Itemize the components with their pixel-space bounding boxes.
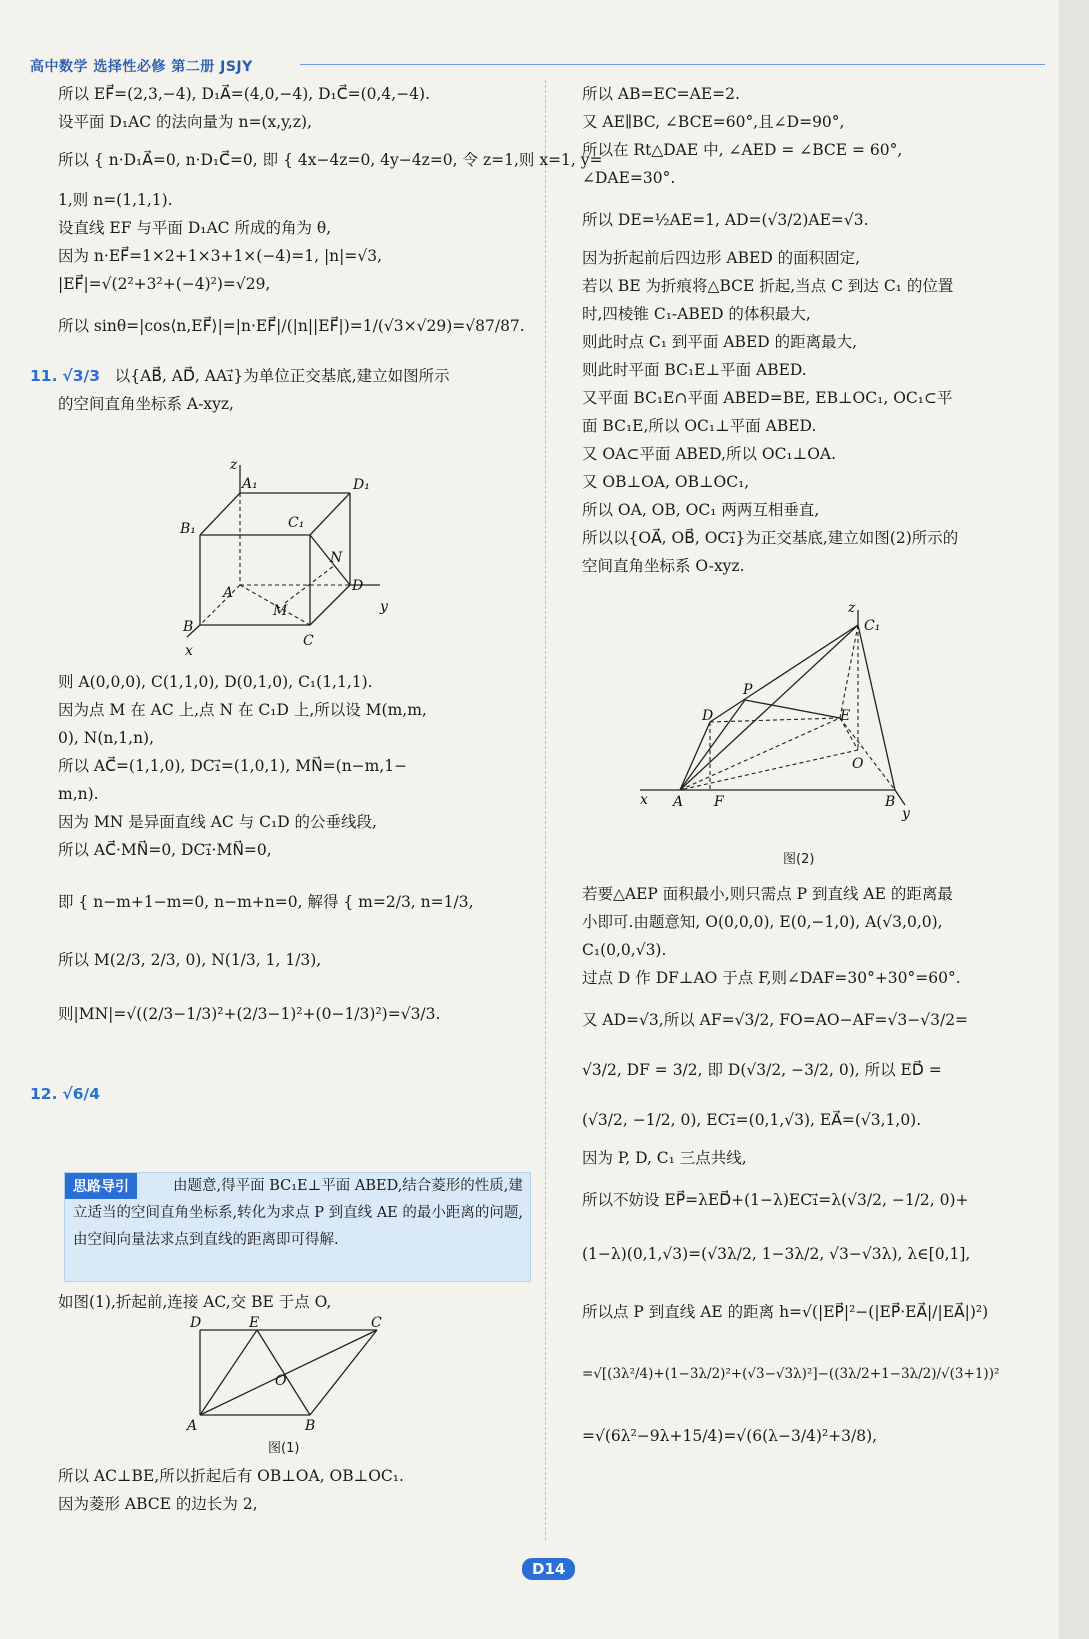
fig-label: C₁: [864, 618, 881, 634]
text-line: 所以 AC⃗=(1,1,0), DC₁⃗=(1,0,1), MN⃗=(n−m,1−: [58, 757, 408, 775]
text-line: 所以 EF⃗=(2,3,−4), D₁A⃗=(4,0,−4), D₁C⃗=(0,4,−4).: [58, 85, 431, 103]
q12-head: [30, 1080, 500, 1108]
text-line: 所以在 Rt△DAE 中, ∠AED = ∠BCE = 60°,: [582, 141, 903, 159]
left-column: [30, 80, 603, 418]
text-line: 如图(1),折起前,连接 AC,交 BE 于点 O,: [58, 1293, 332, 1311]
header-title: 高中数学 选择性必修 第二册 JSJY: [30, 59, 253, 75]
guide-tag: 思路导引: [65, 1173, 137, 1199]
fig-label: D: [190, 1315, 202, 1331]
q11-solution: [58, 668, 528, 1028]
text-line: 设直线 EF 与平面 D₁AC 所成的角为 θ,: [58, 219, 332, 237]
text-line: 所以点 P 到直线 AE 的距离 h=√(|EP⃗|²−(|EP⃗·EA⃗|/|EA⃗|)²): [582, 1303, 989, 1321]
text-line: 空间直角坐标系 O-xyz.: [582, 557, 745, 575]
fig-label: B₁: [180, 521, 196, 537]
text-line: (1−λ)(0,1,√3)=(√3λ/2, 1−3λ/2, √3−√3λ), λ∈[0,1],: [582, 1245, 971, 1263]
page-edge: [1059, 0, 1089, 1639]
text-line: 所以以{OA⃗, OB⃗, OC₁⃗}为正交基底,建立如图(2)所示的: [582, 529, 959, 547]
fig-label: z: [230, 457, 238, 473]
fig-label: B: [885, 794, 896, 810]
text-line: 又平面 BC₁E∩平面 ABED=BE, EB⊥OC₁, OC₁⊂平: [582, 389, 953, 407]
text-line: 0), N(n,1,n),: [58, 729, 155, 747]
fig-label: B: [183, 619, 194, 635]
text-line: 所以 sinθ=|cos⟨n,EF⃗⟩|=|n·EF⃗|/(|n||EF⃗|)=1/(√3×√29)=√87/87.: [58, 317, 525, 335]
text-line: ∠DAE=30°.: [582, 169, 676, 187]
q12-intro: [58, 1288, 528, 1316]
answer-value: √3/3: [62, 367, 100, 385]
header-rule: [300, 64, 1045, 65]
fig-label: A: [223, 585, 234, 601]
text-line: 过点 D 作 DF⊥AO 于点 F,则∠DAF=30°+30°=60°.: [582, 969, 961, 987]
guide-box: [64, 1172, 531, 1282]
fig-label: O: [852, 756, 864, 772]
text-line: 因为菱形 ABCE 的边长为 2,: [58, 1495, 258, 1513]
text-line: 因为 P, D, C₁ 三点共线,: [582, 1149, 747, 1167]
text-line: 若要△AEP 面积最小,则只需点 P 到直线 AE 的距离最: [582, 885, 953, 903]
rhombus-figure: [185, 1315, 395, 1435]
text-line: 所以不妨设 EP⃗=λED⃗+(1−λ)EC₁⃗=λ(√3/2, −1/2, 0)+: [582, 1191, 969, 1209]
text-line: 1,则 n=(1,1,1).: [58, 191, 173, 209]
answer-value: √6/4: [62, 1085, 100, 1103]
text-line: 又 AD=√3,所以 AF=√3/2, FO=AO−AF=√3−√3/2=: [582, 1011, 969, 1029]
fig-label: O: [275, 1373, 287, 1389]
text-line: C₁(0,0,√3).: [582, 941, 667, 959]
text-line: 所以 AC⊥BE,所以折起后有 OB⊥OA, OB⊥OC₁.: [58, 1467, 404, 1485]
question-number: 12.: [30, 1085, 58, 1103]
text-line: 因为 MN 是异面直线 AC 与 C₁D 的公垂线段,: [58, 813, 377, 831]
fig-label: N: [330, 550, 343, 566]
figure-caption: 图(2): [783, 852, 815, 867]
fig-label: D: [352, 578, 364, 594]
text-line: 则此时点 C₁ 到平面 ABED 的距离最大,: [582, 333, 858, 351]
fig-label: E: [249, 1315, 260, 1331]
text-line: 又 AE∥BC, ∠BCE=60°,且∠D=90°,: [582, 113, 845, 131]
right-column: [582, 80, 1052, 580]
text-line: 若以 BE 为折痕将△BCE 折起,当点 C 到达 C₁ 的位置: [582, 277, 954, 295]
q12-text: [58, 1462, 528, 1518]
text-line: 设平面 D₁AC 的法向量为 n=(x,y,z),: [58, 113, 312, 131]
text-line: =√(6λ²−9λ+15/4)=√(6(λ−3/4)²+3/8),: [582, 1427, 878, 1445]
question-number: 11.: [30, 367, 58, 385]
column-divider: [545, 80, 546, 1540]
fig-label: x: [185, 643, 193, 659]
text-line: (√3/2, −1/2, 0), EC₁⃗=(0,1,√3), EA⃗=(√3,1,0).: [582, 1111, 922, 1129]
text-line: m,n).: [58, 785, 99, 803]
text-line: 所以 M(2/3, 2/3, 0), N(1/3, 1, 1/3),: [58, 951, 322, 969]
guide-text: 由题意,得平面 BC₁E⊥平面 ABED,结合菱形的性质,建立适当的空间直角坐标系,转化为求点 P 到直线 AE 的最小距离的问题,由空间向量法求点到直线的距离即可得解.: [73, 1178, 523, 1248]
text-line: 即 { n−m+1−m=0, n−m+n=0, 解得 { m=2/3, n=1/3,: [58, 893, 474, 911]
pyramid-figure: [640, 600, 940, 830]
fig-label: A: [187, 1418, 198, 1434]
fig-label: P: [743, 682, 753, 698]
text-line: 面 BC₁E,所以 OC₁⊥平面 ABED.: [582, 417, 817, 435]
fig-label: F: [714, 794, 724, 810]
fig-label: y: [902, 806, 910, 822]
text-line: 的空间直角坐标系 A-xyz,: [58, 395, 234, 413]
fig-label: y: [380, 599, 388, 615]
page-number: D14: [522, 1558, 575, 1580]
fig-label: x: [640, 792, 648, 808]
text-line: 所以 { n·D₁A⃗=0, n·D₁C⃗=0, 即 { 4x−4z=0, 4y−4z=0, 令 z=1,则 x=1, y=: [58, 151, 603, 169]
text-line: 因为折起前后四边形 ABED 的面积固定,: [582, 249, 861, 267]
text-line: 因为 n·EF⃗=1×2+1×3+1×(−4)=1, |n|=√3,: [58, 247, 383, 265]
text-line: 所以 DE=½AE=1, AD=(√3/2)AE=√3.: [582, 211, 869, 229]
text-line: =√[(3λ²/4)+(1−3λ/2)²+(√3−√3λ)²]−((3λ/2+1−3λ/2)/√(3+1))²: [582, 1366, 1000, 1382]
text-line: 所以 OA, OB, OC₁ 两两互相垂直,: [582, 501, 820, 519]
fig-label: E: [840, 708, 851, 724]
fig-label: M: [273, 603, 288, 619]
text-line: 又 OB⊥OA, OB⊥OC₁,: [582, 473, 750, 491]
right-solution: [582, 880, 1052, 1450]
fig-label: D: [702, 708, 714, 724]
fig-label: A: [673, 794, 684, 810]
text-line: 小即可.由题意知, O(0,0,0), E(0,−1,0), A(√3,0,0),: [582, 913, 943, 931]
figure-caption: 图(1): [268, 1441, 300, 1456]
text-line: 则 A(0,0,0), C(1,1,0), D(0,1,0), C₁(1,1,1).: [58, 673, 373, 691]
text-line: |EF⃗|=√(2²+3²+(−4)²)=√29,: [58, 275, 271, 293]
fig-label: D₁: [353, 477, 370, 493]
text-line: 所以 AB=EC=AE=2.: [582, 85, 740, 103]
fig-label: A₁: [242, 476, 258, 492]
fig-label: C: [371, 1315, 382, 1331]
text-line: 则|MN|=√((2/3−1/3)²+(2/3−1)²+(0−1/3)²)=√3/3.: [58, 1005, 441, 1023]
fig-label: C: [303, 633, 314, 649]
text-line: 所以 AC⃗·MN⃗=0, DC₁⃗·MN⃗=0,: [58, 841, 272, 859]
text-line: 又 OA⊂平面 ABED,所以 OC₁⊥OA.: [582, 445, 837, 463]
fig-label: C₁: [288, 515, 305, 531]
text-line: √3/2, DF = 3/2, 即 D(√3/2, −3/2, 0), 所以 ED⃗ =: [582, 1061, 942, 1079]
text-line: 因为点 M 在 AC 上,点 N 在 C₁D 上,所以设 M(m,m,: [58, 701, 427, 719]
text-line: 时,四棱锥 C₁-ABED 的体积最大,: [582, 305, 811, 323]
fig-label: z: [848, 600, 856, 616]
text-line: 以{AB⃗, AD⃗, AA₁⃗}为单位正交基底,建立如图所示: [114, 367, 450, 385]
fig-label: B: [305, 1418, 316, 1434]
text-line: 则此时平面 BC₁E⊥平面 ABED.: [582, 361, 807, 379]
cube-figure: [175, 455, 405, 665]
